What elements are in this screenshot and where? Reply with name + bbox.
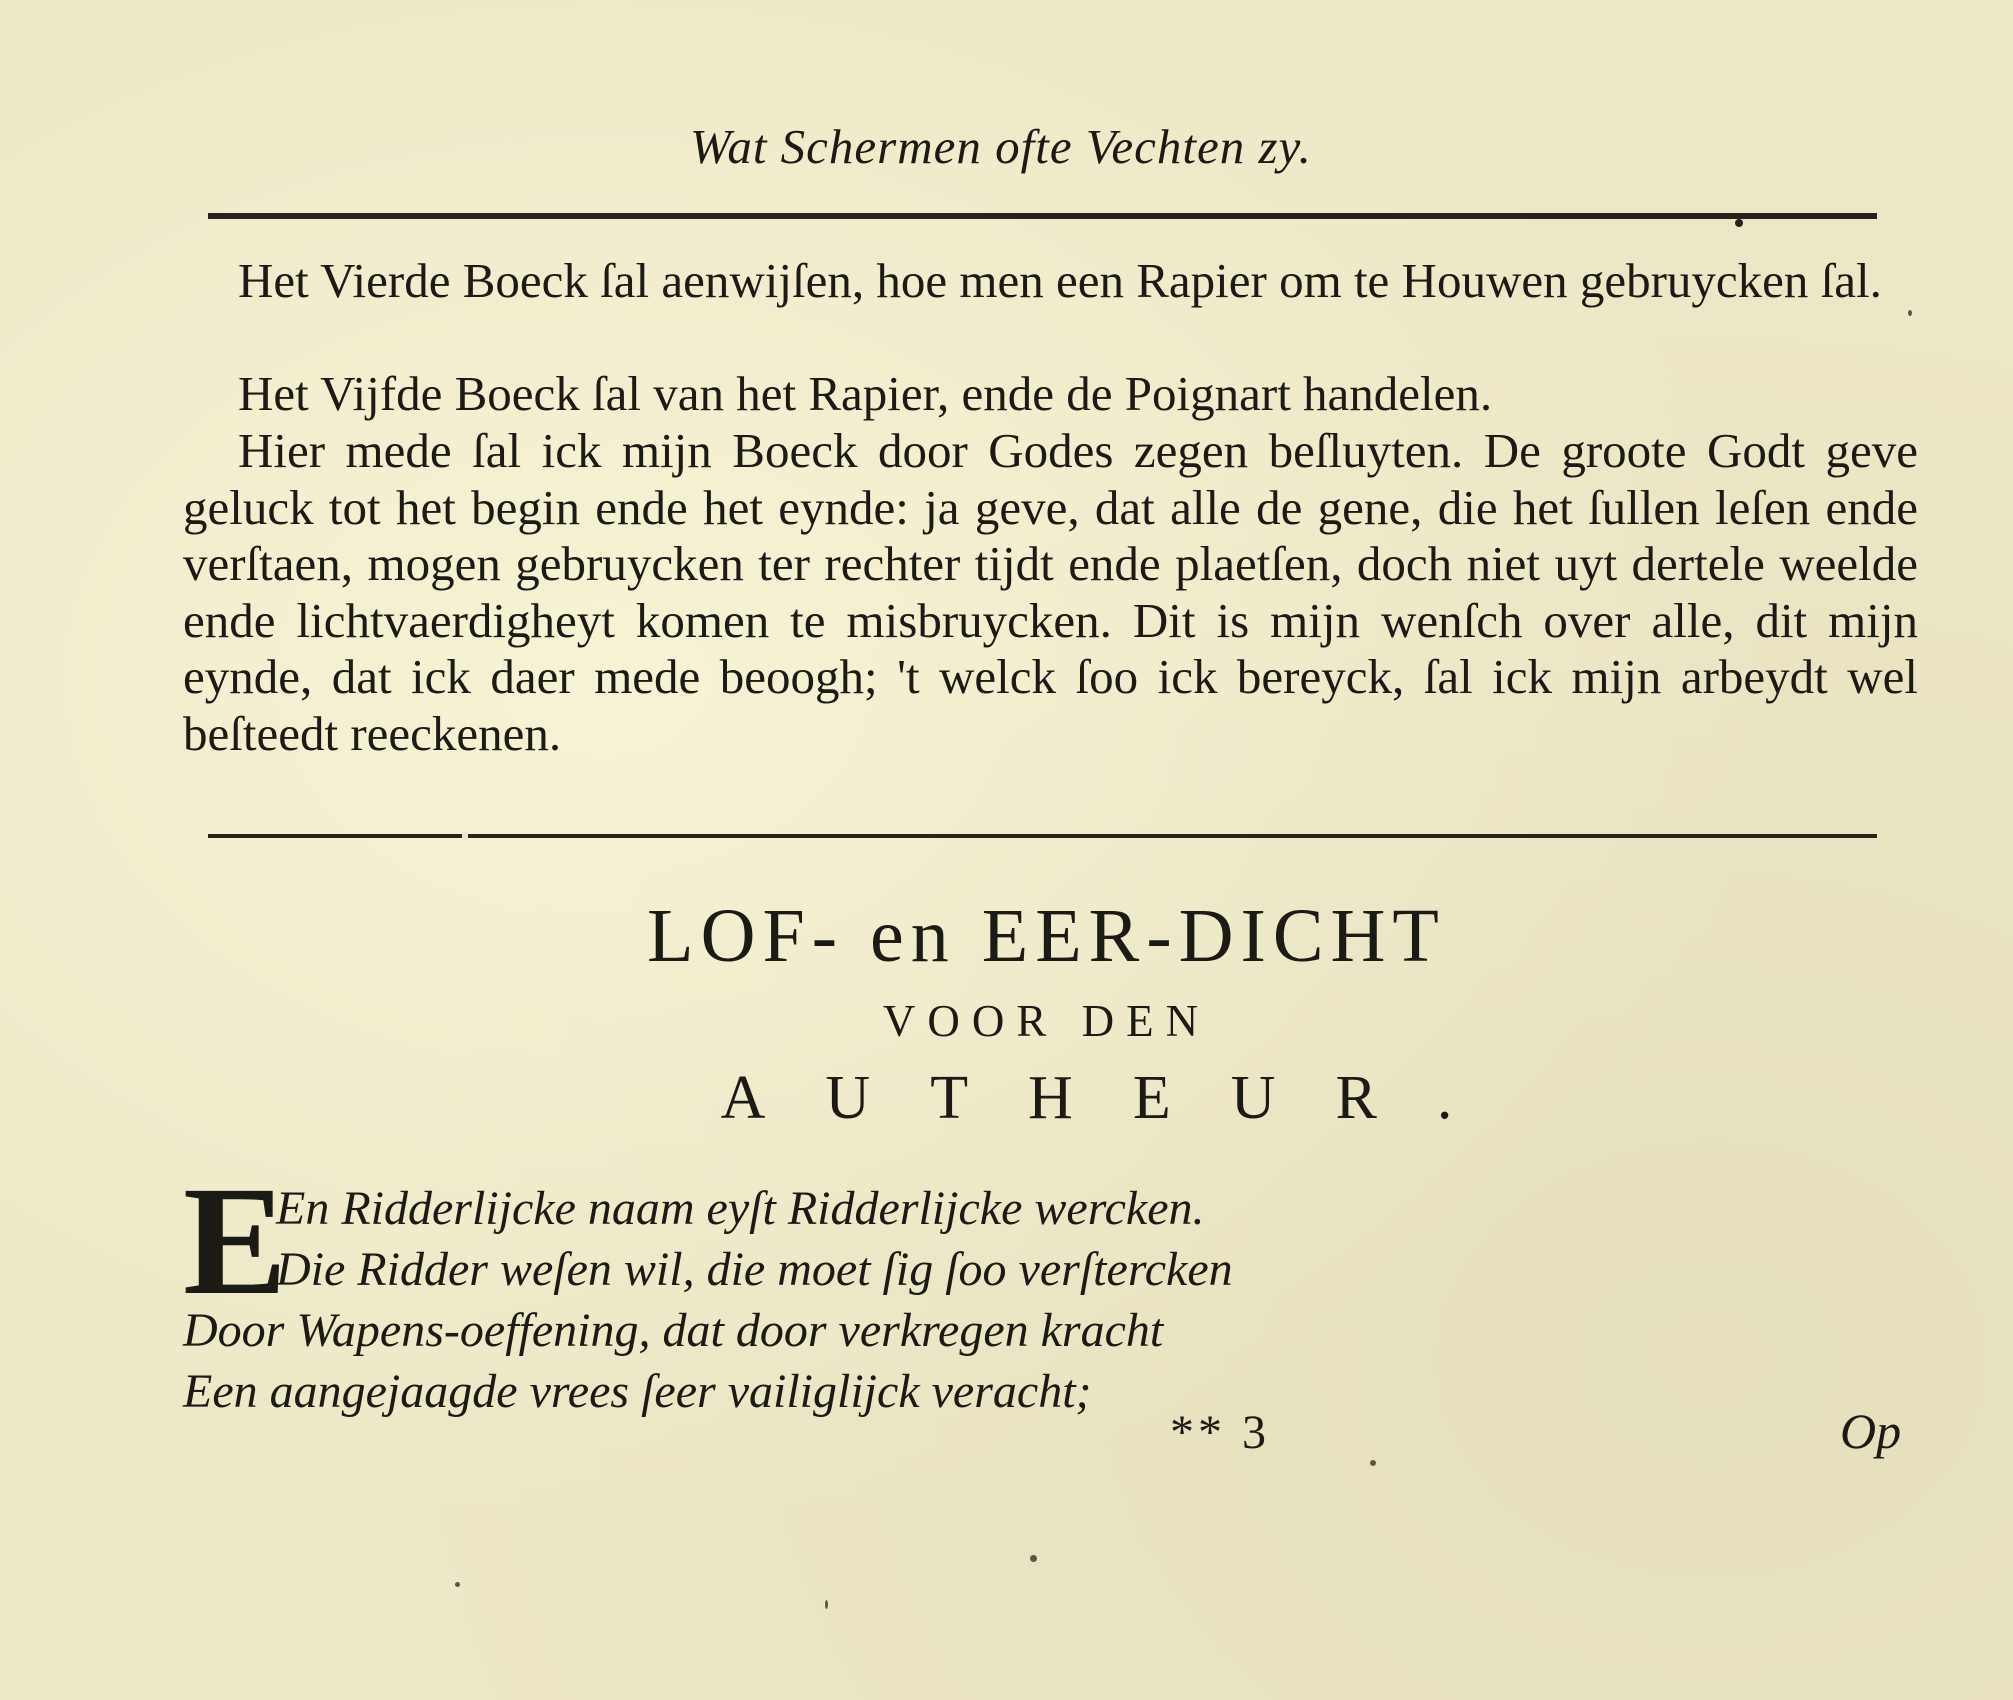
running-head: Wat Schermen ofte Vechten zy. (690, 119, 1312, 174)
paragraph-conclusion: Hier mede ſal ick mijn Boeck door Godes zegen beſluyten. De groote Godt geve geluck tot het begin ende het eynde: ja geve, dat alle de gene, die het ſullen leſen ende verſtaen, mogen gebruycken ter rechter tijdt ende plaetſen, doch niet uyt dertele weelde ende lichtvaerdigheyt komen te misbruycken. Dit is mijn wenſch over alle, dit mijn eynde, dat ick daer mede beoogh; 't welck ſoo ick bereyck, ſal ick mijn arbeydt wel beſteedt reeckenen. (183, 423, 1918, 761)
top-rule (208, 213, 1877, 219)
verse-block (183, 1154, 1233, 1422)
paper-speck (825, 1600, 828, 1609)
poem-subtitle-voor-den: VOOR DEN (882, 996, 1211, 1046)
middle-rule-gap (462, 832, 468, 840)
verse-line-4: Een aangejaagde vrees ſeer vailiglijck veracht; (183, 1365, 1092, 1418)
verse-line-1 (183, 1178, 1233, 1239)
paper-speck (1370, 1460, 1376, 1466)
poem-title: LOF- en EER-DICHT (647, 894, 1446, 978)
drop-cap: E (183, 1154, 288, 1327)
paragraph-fourth-book: Het Vierde Boeck ſal aenwijſen, hoe men een Rapier om te Houwen gebruycken ſal. (238, 253, 1882, 308)
signature-mark: ** 3 (1170, 1406, 1270, 1459)
prose-block-2 (183, 366, 1918, 423)
catchword: Op (1840, 1403, 1902, 1459)
verse-line-2: Die Ridder weſen wil, die moet ſig ſoo verſtercken (276, 1243, 1233, 1296)
prose-block-3 (183, 423, 1918, 762)
paper-speck (1030, 1555, 1037, 1562)
prose-block-1 (183, 253, 1918, 310)
paper-speck (455, 1582, 460, 1587)
verse-line-1-text: En Ridderlijcke naam eyſt Ridderlijcke wercken. (276, 1182, 1205, 1235)
paragraph-fifth-book: Het Vijfde Boeck ſal van het Rapier, ende de Poignart handelen. (238, 366, 1493, 421)
poem-subtitle-autheur: AUTHEUR. (720, 1064, 1513, 1132)
paper-speck (1908, 310, 1912, 316)
top-rule-tick (1735, 219, 1743, 227)
middle-rule (208, 834, 1877, 838)
verse-line-3: Door Wapens-oeffening, dat door verkregen kracht (183, 1304, 1164, 1357)
